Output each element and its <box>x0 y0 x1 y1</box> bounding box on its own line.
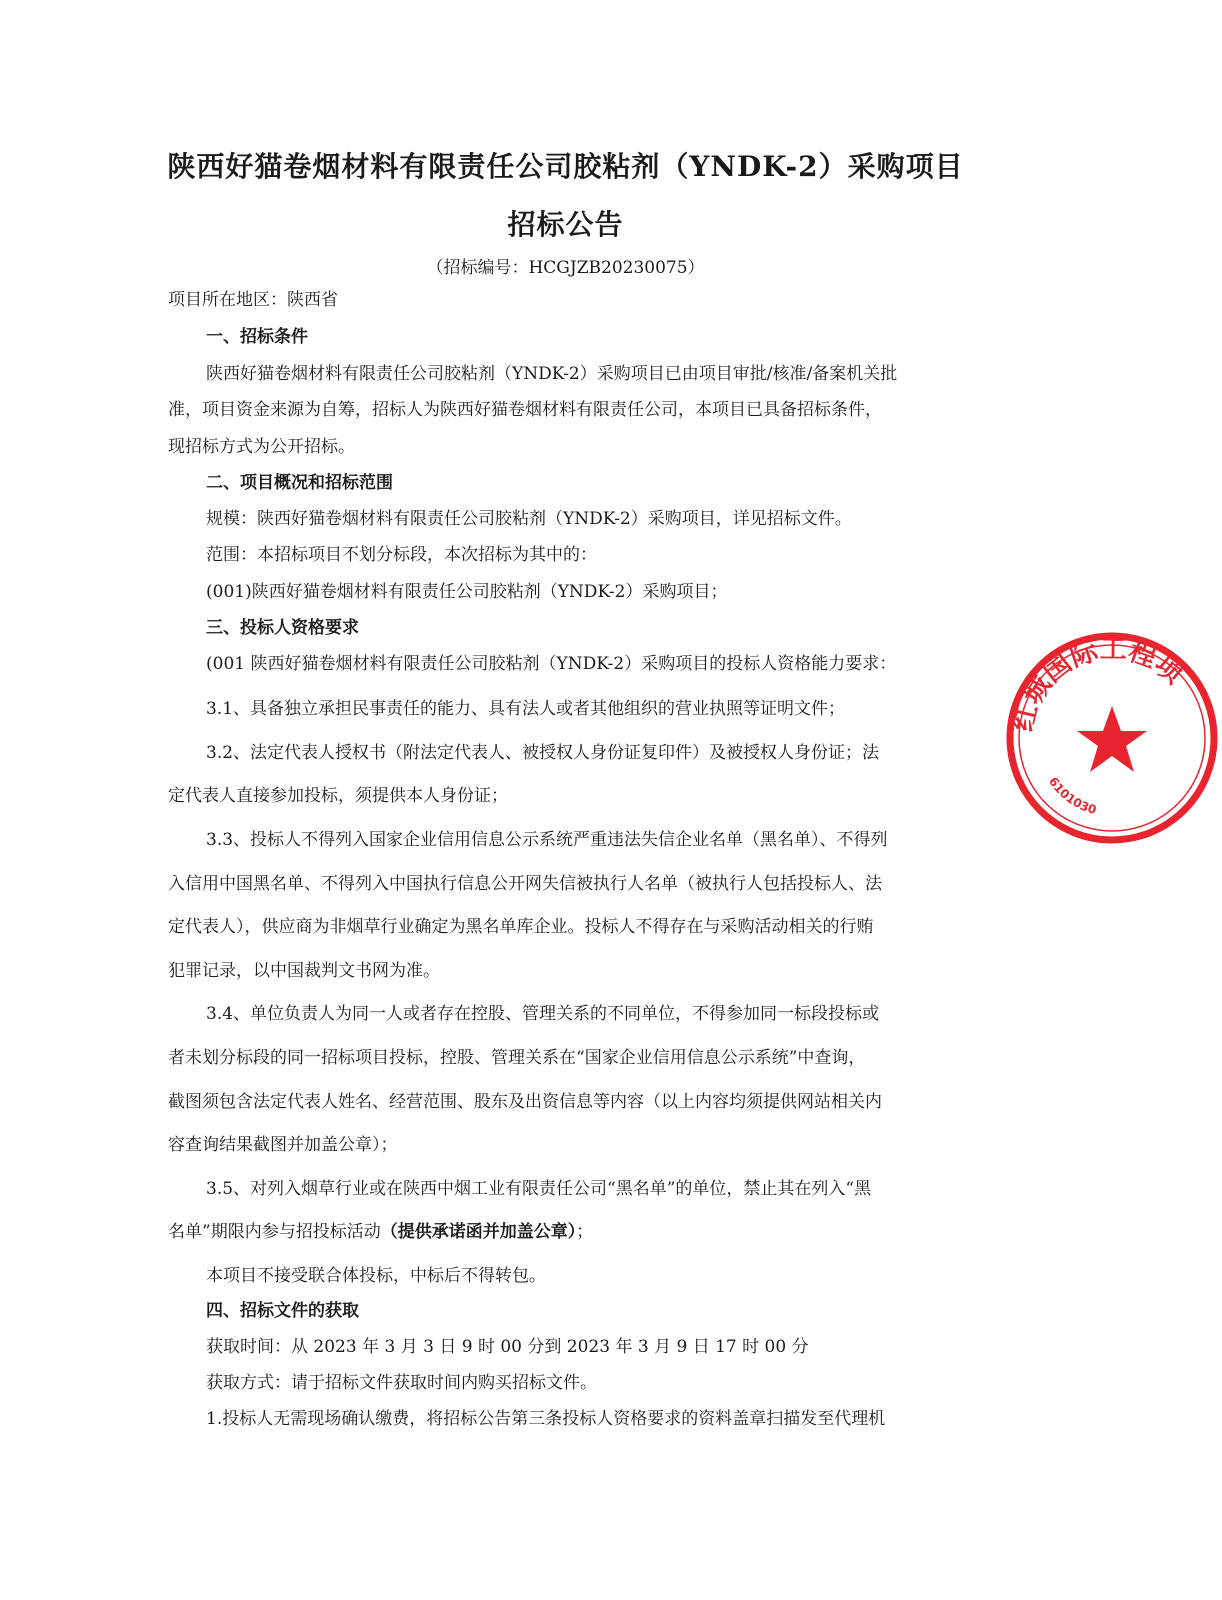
requirement-3-3: 入信用中国黑名单、不得列入中国执行信息公开网失信被执行人名单（被执行人包括投标人、法 <box>168 874 882 894</box>
requirement-3-3: 定代表人），供应商为非烟草行业确定为黑名单库企业。投标人不得存在与采购活动相关的行贿 <box>168 917 874 937</box>
tender-number: （招标编号：HCGJZB20230075） <box>426 258 705 278</box>
requirement-3-3: 犯罪记录，以中国裁判文书网为准。 <box>168 961 440 981</box>
acquisition-method: 获取方式：请于招标文件获取时间内购买招标文件。 <box>206 1373 597 1393</box>
project-region: 项目所在地区：陕西省 <box>168 290 338 310</box>
star-icon <box>1077 706 1147 772</box>
project-scale: 规模：陕西好猫卷烟材料有限责任公司胶粘剂（YNDK-2）采购项目，详见招标文件。 <box>206 509 852 529</box>
acquisition-item-1: 1.投标人无需现场确认缴费，将招标公告第三条投标人资格要求的资料盖章扫描发至代理机 <box>206 1409 886 1429</box>
seal-code: 6101030 <box>1045 774 1098 818</box>
requirement-3-3: 3.3、投标人不得列入国家企业信用信息公示系统严重违法失信企业名单（黑名单）、不得列 <box>206 830 888 850</box>
requirement-3-5-text: 名单”期限内参与招投标活动 <box>168 1222 381 1242</box>
no-joint-bidding: 本项目不接受联合体投标，中标后不得转包。 <box>206 1266 546 1286</box>
requirement-3-2: 3.2、法定代表人授权书（附法定代表人、被授权人身份证复印件）及被授权人身份证；法 <box>206 743 880 763</box>
section-2-heading: 二、项目概况和招标范围 <box>206 473 393 493</box>
document-subtitle: 招标公告 <box>507 208 624 241</box>
project-lot: (001)陕西好猫卷烟材料有限责任公司胶粘剂（YNDK-2）采购项目； <box>206 582 728 602</box>
acquisition-time: 获取时间：从 2023 年 3 月 3 日 9 时 00 分到 2023 年 3 月 9 日 17 时 00 分 <box>206 1337 809 1357</box>
requirement-3-4: 截图须包含法定代表人姓名、经营范围、股东及出资信息等内容（以上内容均须提供网站相关内 <box>168 1092 882 1112</box>
section-4-heading: 四、招标文件的获取 <box>206 1301 359 1321</box>
requirement-3-4: 3.4、单位负责人为同一人或者存在控股、管理关系的不同单位，不得参加同一标段投标或 <box>206 1004 880 1024</box>
section-1-text: 准，项目资金来源为自筹，招标人为陕西好猫卷烟材料有限责任公司，本项目已具备招标条件， <box>168 400 882 420</box>
project-scope: 范围：本招标项目不划分标段，本次招标为其中的： <box>206 545 597 565</box>
requirement-3-2: 定代表人直接参加投标，须提供本人身份证； <box>168 786 508 806</box>
requirement-3-5 <box>168 1222 593 1242</box>
section-1-text: 现招标方式为公开招标。 <box>168 437 355 457</box>
requirement-3-4: 者未划分标段的同一招标项目投标，控股、管理关系在“国家企业信用信息公示系统”中查询， <box>168 1048 866 1068</box>
requirement-3-5: 3.5、对列入烟草行业或在陕西中烟工业有限责任公司“黑名单”的单位，禁止其在列入“黑 <box>206 1179 872 1199</box>
requirement-3-5-end: ； <box>576 1222 594 1242</box>
seal-text: 红城国际工程项 <box>1007 633 1189 735</box>
section-1-heading: 一、招标条件 <box>206 327 308 347</box>
section-3-heading: 三、投标人资格要求 <box>206 618 359 638</box>
requirement-3-5-bold: （提供承诺函并加盖公章） <box>380 1222 577 1242</box>
section-3-intro: (001 陕西好猫卷烟材料有限责任公司胶粘剂（YNDK-2）采购项目的投标人资格能力要求： <box>206 654 897 674</box>
company-seal <box>1002 628 1222 848</box>
document-title: 陕西好猫卷烟材料有限责任公司胶粘剂（YNDK-2）采购项目 <box>167 150 964 183</box>
requirement-3-4: 容查询结果截图并加盖公章）； <box>168 1135 398 1155</box>
requirement-3-1: 3.1、具备独立承担民事责任的能力、具有法人或者其他组织的营业执照等证明文件； <box>206 699 846 719</box>
section-1-text: 陕西好猫卷烟材料有限责任公司胶粘剂（YNDK-2）采购项目已由项目审批/核准/备案机关批 <box>206 364 898 384</box>
